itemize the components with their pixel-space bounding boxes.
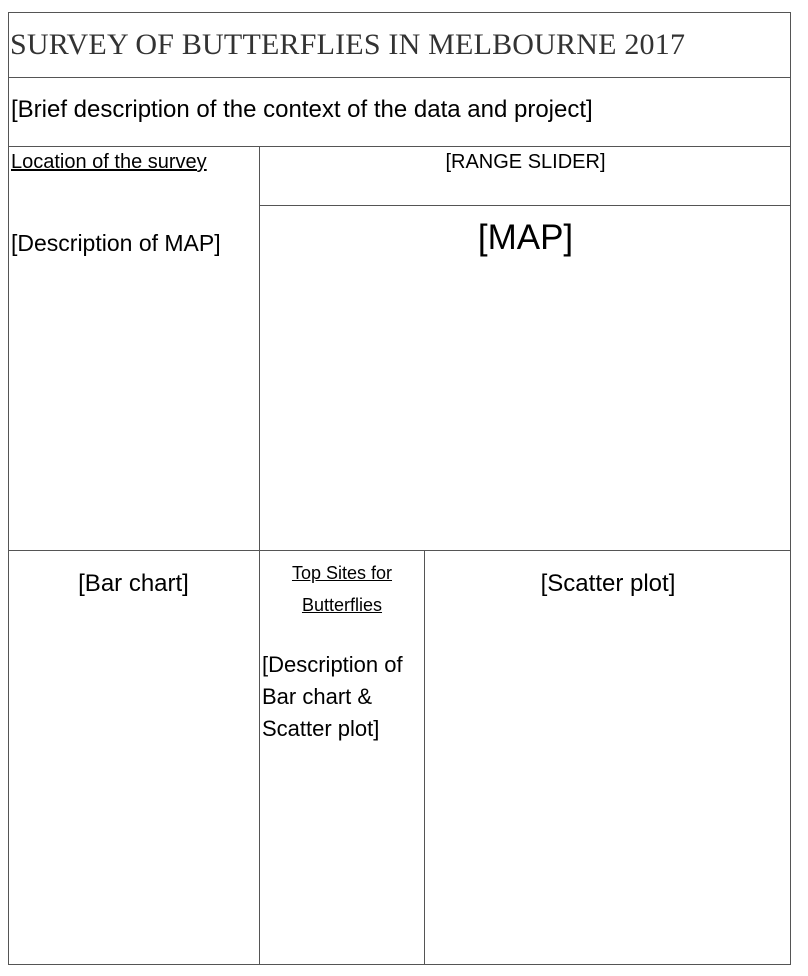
top-sites-heading: Top Sites for Butterflies (291, 563, 393, 615)
divider-left-column (259, 146, 260, 965)
scatter-plot-placeholder: [Scatter plot] (540, 570, 676, 597)
divider-middle-column (424, 550, 425, 965)
location-heading: Location of the survey (11, 151, 207, 173)
map-placeholder: [MAP] (477, 218, 574, 257)
divider-below-range-slider (259, 205, 791, 206)
divider-below-title (8, 77, 791, 78)
range-slider-placeholder: [RANGE SLIDER] (445, 151, 606, 173)
bar-chart-placeholder: [Bar chart] (78, 570, 189, 597)
context-description: [Brief description of the context of the data and project] (11, 96, 593, 123)
divider-above-bottom-row (8, 550, 791, 551)
chart-description: [Description of Bar chart & Scatter plot] (262, 652, 403, 741)
map-description: [Description of MAP] (11, 230, 221, 256)
page-title: SURVEY OF BUTTERFLIES IN MELBOURNE 2017 (10, 28, 686, 61)
divider-below-context (8, 146, 791, 147)
